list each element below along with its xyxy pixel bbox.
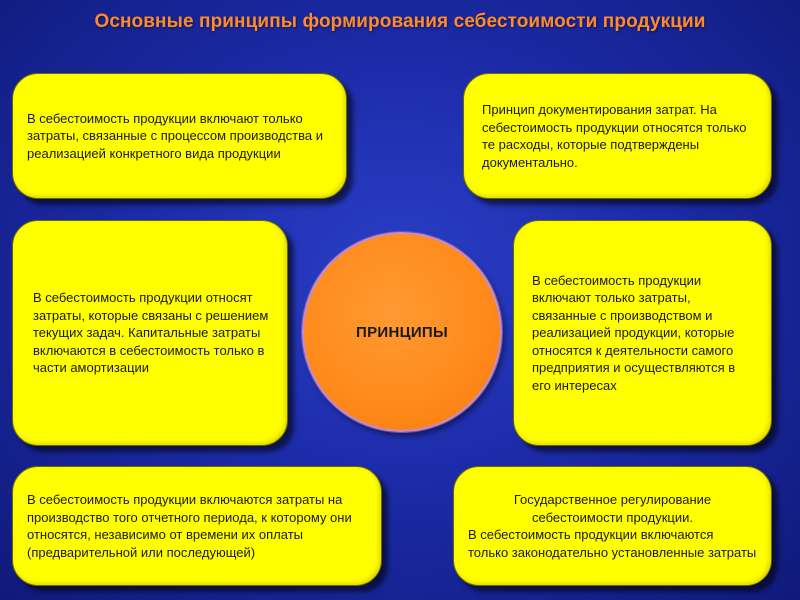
principle-card-bottom-right [453,466,772,586]
principle-card-top-left [12,73,347,199]
principle-text: В себестоимость продукции включаются затраты на производство того отчетного периода, к которому они относятся, независимо от времени их оплаты (предварительной или последующей) [27,492,352,560]
center-label: ПРИНЦИПЫ [355,323,448,341]
principle-text: В себестоимость продукции включают только затраты, связанные с процессом производства и реализацией конкретного вида продукции [27,110,323,161]
slide-title: Основные принципы формирования себестоимости продукции [94,11,706,32]
principle-heading: Государственное регулирование себестоимости продукции. [513,492,712,525]
principle-text: В себестоимость продукции включают только затраты, связанные с производством и реализацией продукции, которые относятся к деятельности самого предприятия и осуществляются в его интересах [532,272,736,393]
principle-card-bottom-left [12,466,382,586]
center-circle [302,232,502,432]
principle-card-middle-left [12,220,288,446]
principle-text [468,491,757,561]
principle-text: В себестоимость продукции относят затраты, которые связаны с решением текущих задач. Капитальные затраты включаются в себестоимость только в части амортизации [33,290,269,376]
principle-card-middle-right [513,220,772,446]
principle-body: В себестоимость продукции включаются только законодательно установленные затраты [468,527,757,560]
principle-text: Принцип документирования затрат. На себестоимость продукции относятся только те расходы, которые подтверждены документально. [482,102,747,170]
principle-card-top-right [463,73,772,199]
